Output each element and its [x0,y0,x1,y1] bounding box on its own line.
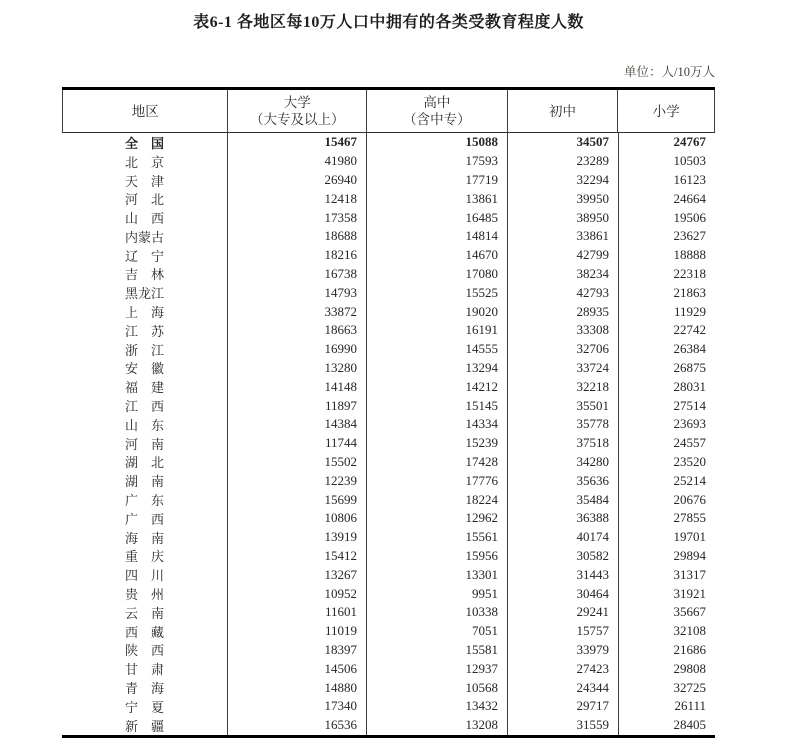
table-row [62,359,715,378]
table-row [62,528,715,547]
value-cell-university: 14880 [227,678,366,697]
value-cell-university: 15502 [227,453,366,472]
region-name: 黑龙江 [124,286,164,302]
value-cell-junior_high: 24344 [507,678,618,697]
table-row [62,415,715,434]
region-name: 重 庆 [124,549,164,565]
table-row [62,152,715,171]
region-name: 西 藏 [124,624,164,640]
region-name: 海 南 [124,530,164,546]
value-cell-primary: 18888 [618,246,715,265]
value-cell-high_school: 16485 [366,208,507,227]
value-cell-university: 11601 [227,603,366,622]
region-cell [62,265,227,284]
value-cell-primary: 35667 [618,603,715,622]
region-cell [62,471,227,490]
region-cell [62,283,227,302]
value-cell-junior_high: 33979 [507,641,618,660]
column-header-label: 小学 [652,103,680,119]
region-cell [62,171,227,190]
table-row [62,340,715,359]
value-cell-primary: 11929 [618,302,715,321]
value-cell-junior_high: 29241 [507,603,618,622]
region-name: 甘 肃 [124,662,164,678]
region-name: 广 东 [124,493,164,509]
value-cell-junior_high: 34280 [507,453,618,472]
table-row [62,434,715,453]
value-cell-junior_high: 15757 [507,622,618,641]
value-cell-primary: 26111 [618,697,715,716]
value-cell-high_school: 13301 [366,565,507,584]
value-cell-primary: 29894 [618,547,715,566]
value-cell-high_school: 17593 [366,152,507,171]
table-row [62,509,715,528]
value-cell-university: 18688 [227,227,366,246]
value-cell-university: 14506 [227,659,366,678]
value-cell-high_school: 14555 [366,340,507,359]
region-name: 安 徽 [124,361,164,377]
region-cell [62,396,227,415]
value-cell-junior_high: 29717 [507,697,618,716]
value-cell-university: 11744 [227,434,366,453]
table-row [62,208,715,227]
table-row [62,659,715,678]
value-cell-high_school: 12962 [366,509,507,528]
table-row [62,584,715,603]
region-name: 河 北 [124,192,164,208]
region-name: 新 疆 [124,718,164,734]
region-name: 湖 南 [124,474,164,490]
region-name: 湖 北 [124,455,164,471]
value-cell-junior_high: 23289 [507,152,618,171]
value-cell-university: 14793 [227,283,366,302]
region-cell [62,208,227,227]
table-row [62,697,715,716]
value-cell-university: 17340 [227,697,366,716]
value-cell-junior_high: 30582 [507,547,618,566]
table-row [62,302,715,321]
value-cell-university: 12239 [227,471,366,490]
region-cell [62,434,227,453]
value-cell-primary: 21863 [618,283,715,302]
value-cell-high_school: 13294 [366,359,507,378]
value-cell-junior_high: 34507 [507,133,618,152]
value-cell-primary: 32725 [618,678,715,697]
value-cell-primary: 31317 [618,565,715,584]
table-content-area [62,0,715,738]
value-cell-primary: 32108 [618,622,715,641]
region-name: 江 苏 [124,323,164,339]
value-cell-primary: 31921 [618,584,715,603]
value-cell-university: 10952 [227,584,366,603]
value-cell-primary: 26875 [618,359,715,378]
region-name: 广 西 [124,511,164,527]
region-cell [62,584,227,603]
table-row [62,283,715,302]
value-cell-high_school: 12937 [366,659,507,678]
value-cell-university: 17358 [227,208,366,227]
value-cell-university: 14384 [227,415,366,434]
region-cell [62,340,227,359]
value-cell-primary: 24557 [618,434,715,453]
value-cell-primary: 21686 [618,641,715,660]
value-cell-university: 13267 [227,565,366,584]
value-cell-high_school: 17080 [366,265,507,284]
column-header-label: 初中 [548,103,576,119]
column-header-subline: （含中专） [403,112,471,127]
region-name: 云 南 [124,605,164,621]
value-cell-primary: 23520 [618,453,715,472]
value-cell-primary: 28405 [618,716,715,735]
table-row [62,490,715,509]
value-cell-junior_high: 37518 [507,434,618,453]
table-row [62,321,715,340]
value-cell-primary: 16123 [618,171,715,190]
unit-note: 单位：人/10万人 [624,65,715,79]
value-cell-primary: 19701 [618,528,715,547]
value-cell-junior_high: 32218 [507,377,618,396]
value-cell-primary: 26384 [618,340,715,359]
region-cell [62,246,227,265]
value-cell-high_school: 19020 [366,302,507,321]
region-cell [62,716,227,735]
value-cell-university: 15467 [227,133,366,152]
value-cell-high_school: 15561 [366,528,507,547]
region-name: 浙 江 [124,342,164,358]
value-cell-primary: 22742 [618,321,715,340]
region-cell [62,603,227,622]
value-cell-university: 18216 [227,246,366,265]
value-cell-primary: 24767 [618,133,715,152]
region-cell [62,490,227,509]
value-cell-junior_high: 31443 [507,565,618,584]
value-cell-junior_high: 31559 [507,716,618,735]
region-cell [62,565,227,584]
value-cell-high_school: 15956 [366,547,507,566]
value-cell-high_school: 10338 [366,603,507,622]
value-cell-junior_high: 42799 [507,246,618,265]
value-cell-high_school: 13432 [366,697,507,716]
column-header-high-school [366,90,507,132]
value-cell-primary: 29808 [618,659,715,678]
value-cell-high_school: 14334 [366,415,507,434]
table-row [62,396,715,415]
value-cell-university: 41980 [227,152,366,171]
region-cell [62,302,227,321]
region-name: 北 京 [124,154,164,170]
table-row [62,622,715,641]
table-row [62,678,715,697]
region-name: 宁 夏 [124,699,164,715]
value-cell-junior_high: 40174 [507,528,618,547]
value-cell-primary: 19506 [618,208,715,227]
value-cell-junior_high: 36388 [507,509,618,528]
region-cell [62,697,227,716]
value-cell-high_school: 15525 [366,283,507,302]
table-row [62,547,715,566]
column-header-primary [617,90,714,132]
region-name: 辽 宁 [124,248,164,264]
value-cell-primary: 28031 [618,377,715,396]
column-header-label: 高中 [423,95,451,110]
column-header-junior-high [507,90,618,132]
value-cell-junior_high: 32706 [507,340,618,359]
value-cell-university: 18397 [227,641,366,660]
value-cell-primary: 10503 [618,152,715,171]
value-cell-university: 10806 [227,509,366,528]
value-cell-junior_high: 27423 [507,659,618,678]
value-cell-university: 18663 [227,321,366,340]
value-cell-junior_high: 38234 [507,265,618,284]
column-header-region [63,90,227,132]
region-name: 福 建 [124,380,164,396]
value-cell-university: 16738 [227,265,366,284]
region-name: 陕 西 [124,643,164,659]
value-cell-university: 16536 [227,716,366,735]
region-cell [62,659,227,678]
value-cell-high_school: 9951 [366,584,507,603]
value-cell-junior_high: 35778 [507,415,618,434]
region-name: 贵 州 [124,587,164,603]
region-name: 河 南 [124,436,164,452]
value-cell-high_school: 13861 [366,189,507,208]
value-cell-university: 13919 [227,528,366,547]
value-cell-primary: 22318 [618,265,715,284]
value-cell-high_school: 10568 [366,678,507,697]
region-name: 天 津 [124,173,164,189]
value-cell-junior_high: 30464 [507,584,618,603]
region-cell [62,321,227,340]
value-cell-university: 26940 [227,171,366,190]
value-cell-junior_high: 35636 [507,471,618,490]
education-attainment-table [62,87,715,738]
region-name: 四 川 [124,568,164,584]
column-header-university [227,90,366,132]
value-cell-junior_high: 39950 [507,189,618,208]
table-row [62,603,715,622]
table-row [62,471,715,490]
region-name: 青 海 [124,681,164,697]
region-name: 山 西 [124,211,164,227]
region-cell [62,622,227,641]
table-row [62,565,715,584]
region-name: 内蒙古 [124,229,164,245]
value-cell-primary: 23627 [618,227,715,246]
value-cell-university: 15699 [227,490,366,509]
value-cell-junior_high: 32294 [507,171,618,190]
table-row [62,227,715,246]
value-cell-primary: 27514 [618,396,715,415]
value-cell-junior_high: 42793 [507,283,618,302]
value-cell-high_school: 14670 [366,246,507,265]
value-cell-primary: 23693 [618,415,715,434]
value-cell-junior_high: 33308 [507,321,618,340]
value-cell-junior_high: 33724 [507,359,618,378]
value-cell-primary: 25214 [618,471,715,490]
value-cell-high_school: 16191 [366,321,507,340]
region-cell [62,528,227,547]
value-cell-university: 14148 [227,377,366,396]
region-cell [62,415,227,434]
table-row [62,716,715,735]
region-name: 江 西 [124,399,164,415]
region-name: 上 海 [124,305,164,321]
table-row [62,133,715,152]
region-cell [62,189,227,208]
table-body [62,133,715,735]
value-cell-high_school: 7051 [366,622,507,641]
table-row [62,189,715,208]
region-name: 山 东 [124,417,164,433]
value-cell-primary: 27855 [618,509,715,528]
table-header-row [62,90,715,133]
table-row [62,265,715,284]
value-cell-high_school: 14814 [366,227,507,246]
region-cell [62,678,227,697]
value-cell-primary: 24664 [618,189,715,208]
value-cell-junior_high: 35484 [507,490,618,509]
region-cell [62,453,227,472]
value-cell-high_school: 15088 [366,133,507,152]
region-cell [62,152,227,171]
region-cell [62,641,227,660]
region-cell [62,547,227,566]
value-cell-high_school: 14212 [366,377,507,396]
region-name: 全 国 [124,135,164,151]
region-cell [62,359,227,378]
table-row [62,641,715,660]
value-cell-high_school: 15239 [366,434,507,453]
value-cell-junior_high: 28935 [507,302,618,321]
value-cell-university: 11019 [227,622,366,641]
value-cell-university: 11897 [227,396,366,415]
value-cell-university: 12418 [227,189,366,208]
value-cell-high_school: 15145 [366,396,507,415]
value-cell-high_school: 15581 [366,641,507,660]
value-cell-high_school: 17428 [366,453,507,472]
value-cell-junior_high: 33861 [507,227,618,246]
region-cell [62,133,227,152]
value-cell-university: 33872 [227,302,366,321]
region-name: 吉 林 [124,267,164,283]
region-cell [62,377,227,396]
value-cell-junior_high: 35501 [507,396,618,415]
value-cell-university: 13280 [227,359,366,378]
value-cell-high_school: 18224 [366,490,507,509]
column-header-subline: （大专及以上） [250,112,345,127]
column-header-label: 大学 [283,95,311,110]
value-cell-junior_high: 38950 [507,208,618,227]
column-header-label: 地区 [131,103,159,119]
table-row [62,246,715,265]
value-cell-primary: 20676 [618,490,715,509]
table-row [62,453,715,472]
table-row [62,171,715,190]
region-cell [62,227,227,246]
table-title: 表6-1 各地区每10万人口中拥有的各类受教育程度人数 [193,14,584,31]
value-cell-high_school: 17719 [366,171,507,190]
value-cell-high_school: 13208 [366,716,507,735]
value-cell-university: 15412 [227,547,366,566]
value-cell-high_school: 17776 [366,471,507,490]
region-cell [62,509,227,528]
value-cell-university: 16990 [227,340,366,359]
table-row [62,377,715,396]
